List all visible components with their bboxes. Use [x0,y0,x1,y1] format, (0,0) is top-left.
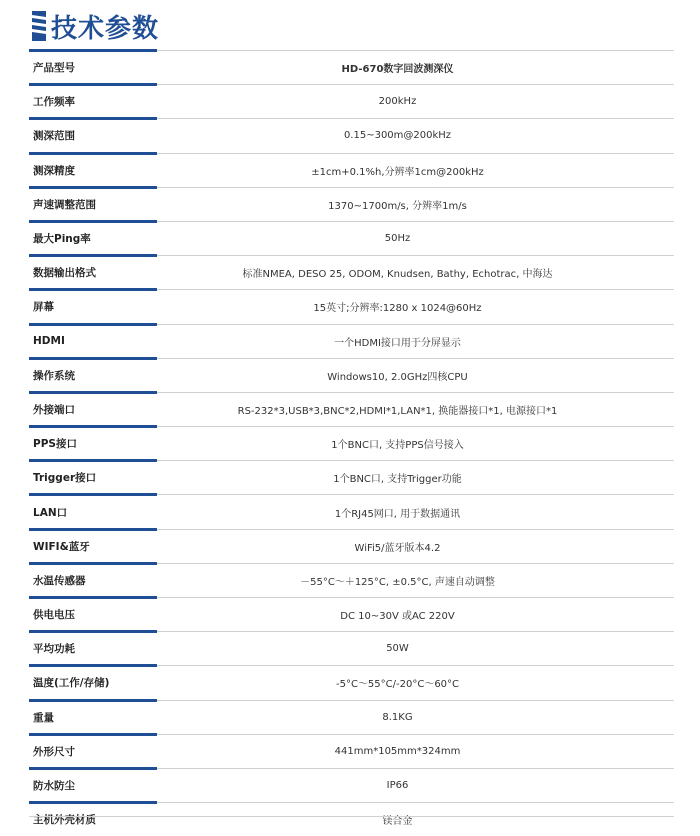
spec-label: 测深范围 [33,130,75,143]
spec-label: 主机外壳材质 [33,814,96,827]
spec-row [29,494,674,528]
spec-row [29,700,674,734]
spec-label: 工作频率 [33,96,75,109]
spec-label: 测深精度 [33,164,75,177]
spec-value: －55°C～＋125°C, ±0.5°C, 声速自动调整 [300,576,495,588]
spec-value: 441mm*105mm*324mm [334,745,461,757]
spec-row [29,460,674,494]
spec-value: 标准NMEA, DESO 25, ODOM, Knudsen, Bathy, Echotrac, 中海达 [242,269,553,281]
spec-value: -5°C～55°C/-20°C～60°C [335,679,460,691]
spec-row [29,358,674,392]
spec-row [29,255,674,289]
spec-value: 15英寸;分辨率:1280 x 1024@60Hz [313,303,482,315]
spec-value: 1370~1700m/s, 分辨率1m/s [328,200,467,212]
spec-label: 数据输出格式 [33,267,96,280]
spec-row [29,529,674,563]
spec-row [29,631,674,665]
spec-row [29,563,674,597]
spec-row [29,118,674,152]
spec-value: 0.15~300m@200kHz [343,130,452,142]
spec-row [29,734,674,768]
spec-row [29,289,674,323]
spec-label: HDMI [33,335,65,348]
spec-row [29,597,674,631]
spec-value: 1个BNC口, 支持PPS信号接入 [331,440,464,452]
spec-label: 屏幕 [33,301,54,314]
spec-value: IP66 [386,780,409,792]
spec-row [29,665,674,699]
spec-label: 产品型号 [33,62,75,75]
spec-row [29,187,674,221]
spec-value: 50Hz [384,233,411,245]
spec-value: 1个RJ45网口, 用于数据通讯 [334,508,461,520]
spec-value: 200kHz [378,96,417,108]
spec-label: WIFI&蓝牙 [33,540,90,553]
spec-label: 操作系统 [33,369,75,382]
spec-label: 温度(工作/存储) [33,677,110,690]
spec-label: 水温传感器 [33,574,86,587]
spec-value: WiFi5/蓝牙版本4.2 [354,542,441,554]
spec-label: 最大Ping率 [33,233,91,246]
spec-value: 8.1KG [382,711,413,723]
spec-table [29,50,674,836]
spec-row [29,426,674,460]
spec-row [29,392,674,426]
spec-row [29,153,674,187]
striped-logo-icon [30,9,48,43]
spec-value: 1个BNC口, 支持Trigger功能 [333,474,462,486]
spec-row [29,768,674,802]
page-title: 技术参数 [51,13,160,44]
spec-label: Trigger接口 [33,472,97,485]
spec-row [29,802,674,836]
spec-value: 镁合金 [382,816,413,828]
spec-label: PPS接口 [33,438,77,451]
spec-row [29,50,674,84]
spec-value: RS-232*3,USB*3,BNC*2,HDMI*1,LAN*1, 换能器接口*1, 电源接口*1 [237,405,558,417]
spec-label: 防水防尘 [33,780,75,793]
spec-label: 供电电压 [33,609,75,622]
spec-row [29,221,674,255]
spec-label: 重量 [33,711,54,724]
spec-label: 声速调整范围 [33,198,96,211]
spec-value: Windows10, 2.0GHz四核CPU [327,371,468,383]
spec-value: ±1cm+0.1%h,分辨率1cm@200kHz [311,166,484,178]
table-bottom-divider [29,816,674,817]
spec-label: 外接端口 [33,403,75,416]
page-header [30,6,159,46]
spec-label: LAN口 [33,506,68,519]
spec-value: DC 10~30V 或AC 220V [340,611,455,623]
spec-value: 一个HDMI接口用于分屏显示 [334,337,461,349]
spec-row [29,84,674,118]
spec-label: 外形尺寸 [33,745,75,758]
spec-row [29,324,674,358]
spec-value: 50W [386,643,409,655]
spec-value: HD-670数字回波测深仪 [341,64,454,76]
spec-label: 平均功耗 [33,643,75,656]
